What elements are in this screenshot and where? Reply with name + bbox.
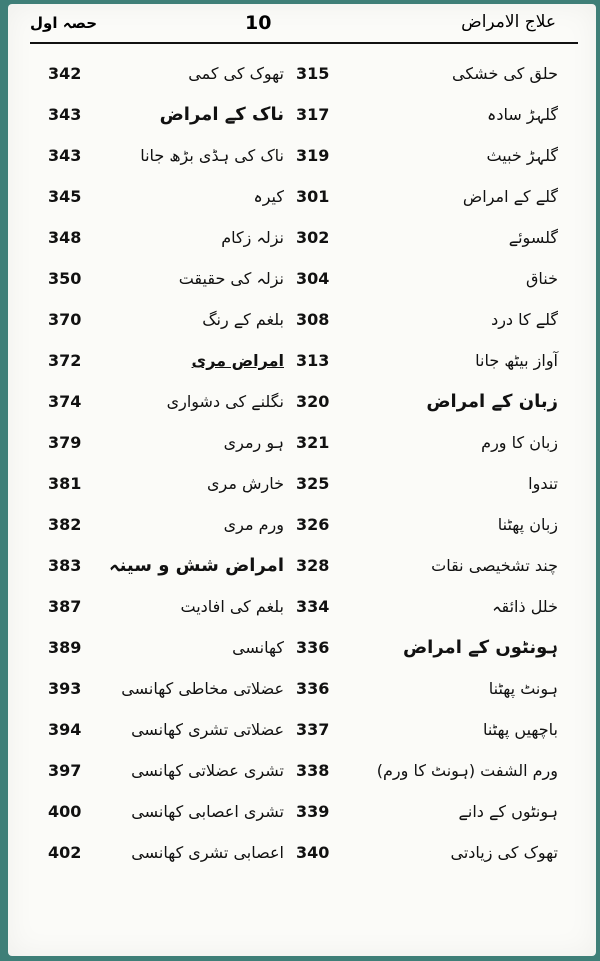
header-rule xyxy=(30,42,578,44)
middle-page-number: 301 xyxy=(296,187,330,206)
list-item xyxy=(8,586,596,627)
middle-entry-title: عضلاتی تشری کھانسی xyxy=(131,720,284,739)
list-item xyxy=(8,832,596,873)
middle-page-number: 325 xyxy=(296,474,330,493)
left-page-number: 382 xyxy=(48,515,82,534)
middle-entry-title: ہو رمری xyxy=(223,433,284,452)
right-entry-title: گلہڑ خبیث xyxy=(486,146,558,165)
list-item xyxy=(8,668,596,709)
middle-page-number: 339 xyxy=(296,802,330,821)
middle-entry-title: بلغم کے رنگ xyxy=(202,310,284,329)
middle-entry-title: نگلنے کی دشواری xyxy=(166,392,284,411)
right-entry-title: تھوک کی زیادتی xyxy=(450,843,558,862)
middle-page-number: 302 xyxy=(296,228,330,247)
left-page-number: 343 xyxy=(48,105,82,124)
left-page-number: 348 xyxy=(48,228,82,247)
list-item xyxy=(8,53,596,94)
middle-entry-title: ناک کے امراض xyxy=(159,104,284,125)
list-item xyxy=(8,135,596,176)
left-page-number: 383 xyxy=(48,556,82,575)
middle-entry-title: بلغم کی افادیت xyxy=(180,597,284,616)
middle-entry-title: نزلہ کی حقیقت xyxy=(178,269,284,288)
list-item xyxy=(8,422,596,463)
left-page-number: 350 xyxy=(48,269,82,288)
middle-page-number: 326 xyxy=(296,515,330,534)
left-page-number: 393 xyxy=(48,679,82,698)
middle-entry-title: کیرہ xyxy=(253,187,284,206)
middle-entry-title: امراض مری xyxy=(191,351,284,370)
page-number: 10 xyxy=(245,12,272,34)
right-entry-title: تندوا xyxy=(528,474,558,493)
middle-page-number: 340 xyxy=(296,843,330,862)
left-page-number: 400 xyxy=(48,802,82,821)
list-item xyxy=(8,340,596,381)
left-page-number: 387 xyxy=(48,597,82,616)
middle-page-number: 337 xyxy=(296,720,330,739)
middle-page-number: 317 xyxy=(296,105,330,124)
right-entry-title: گلسوئے xyxy=(508,228,558,247)
left-page-number: 402 xyxy=(48,843,82,862)
right-entry-title: ہونٹوں کے امراض xyxy=(402,637,558,658)
middle-entry-title: نزلہ زکام xyxy=(221,228,284,247)
middle-page-number: 334 xyxy=(296,597,330,616)
left-page-number: 397 xyxy=(48,761,82,780)
left-page-number: 379 xyxy=(48,433,82,452)
list-item xyxy=(8,545,596,586)
middle-entry-title: تھوک کی کمی xyxy=(188,64,284,83)
middle-entry-title: ورم مری xyxy=(223,515,284,534)
middle-page-number: 304 xyxy=(296,269,330,288)
middle-page-number: 313 xyxy=(296,351,330,370)
left-page-number: 342 xyxy=(48,64,82,83)
section-label: حصہ اول xyxy=(30,14,98,32)
left-page-number: 394 xyxy=(48,720,82,739)
middle-page-number: 328 xyxy=(296,556,330,575)
right-entry-title: حلق کی خشکی xyxy=(452,64,558,83)
right-entry-title: ورم الشفت (ہونٹ کا ورم) xyxy=(376,761,558,780)
middle-page-number: 315 xyxy=(296,64,330,83)
right-entry-title: باچھیں پھٹنا xyxy=(482,720,558,739)
middle-entry-title: اعصابی تشری کھانسی xyxy=(131,843,284,862)
left-page-number: 374 xyxy=(48,392,82,411)
middle-entry-title: کھانسی xyxy=(232,638,284,657)
list-item xyxy=(8,750,596,791)
left-page-number: 389 xyxy=(48,638,82,657)
middle-page-number: 321 xyxy=(296,433,330,452)
middle-entry-title: ناک کی ہڈی بڑھ جانا xyxy=(140,146,284,165)
right-entry-title: زبان کے امراض xyxy=(426,391,558,412)
left-page-number: 372 xyxy=(48,351,82,370)
right-entry-title: زبان کا ورم xyxy=(481,433,558,452)
right-entry-title: خناق xyxy=(525,269,558,288)
right-entry-title: خلل ذائقہ xyxy=(492,597,558,616)
middle-page-number: 320 xyxy=(296,392,330,411)
middle-entry-title: عضلاتی مخاطی کھانسی xyxy=(121,679,284,698)
list-item xyxy=(8,217,596,258)
book-title: علاج الامراض xyxy=(461,12,556,32)
middle-page-number: 336 xyxy=(296,679,330,698)
list-item xyxy=(8,176,596,217)
contents-list xyxy=(8,53,596,873)
middle-page-number: 319 xyxy=(296,146,330,165)
list-item xyxy=(8,381,596,422)
list-item xyxy=(8,504,596,545)
left-page-number: 343 xyxy=(48,146,82,165)
list-item xyxy=(8,627,596,668)
right-entry-title: ہونٹ پھٹنا xyxy=(488,679,558,698)
middle-entry-title: خارش مری xyxy=(206,474,284,493)
page xyxy=(8,4,596,956)
left-page-number: 381 xyxy=(48,474,82,493)
right-entry-title: گلے کے امراض xyxy=(462,187,558,206)
list-item xyxy=(8,791,596,832)
right-entry-title: آواز بیٹھ جانا xyxy=(475,351,558,370)
middle-entry-title: تشری عضلاتی کھانسی xyxy=(131,761,284,780)
left-page-number: 345 xyxy=(48,187,82,206)
right-entry-title: زبان پھٹنا xyxy=(497,515,558,534)
middle-page-number: 308 xyxy=(296,310,330,329)
right-entry-title: گلہڑ سادہ xyxy=(487,105,558,124)
left-page-number: 370 xyxy=(48,310,82,329)
list-item xyxy=(8,463,596,504)
middle-entry-title: تشری اعصابی کھانسی xyxy=(131,802,284,821)
right-entry-title: ہونٹوں کے دانے xyxy=(458,802,558,821)
list-item xyxy=(8,94,596,135)
middle-page-number: 336 xyxy=(296,638,330,657)
middle-page-number: 338 xyxy=(296,761,330,780)
list-item xyxy=(8,258,596,299)
list-item xyxy=(8,299,596,340)
right-entry-title: چند تشخیصی نقات xyxy=(431,556,558,575)
middle-entry-title: امراض شش و سینہ xyxy=(109,555,284,576)
list-item xyxy=(8,709,596,750)
right-entry-title: گلے کا درد xyxy=(491,310,558,329)
